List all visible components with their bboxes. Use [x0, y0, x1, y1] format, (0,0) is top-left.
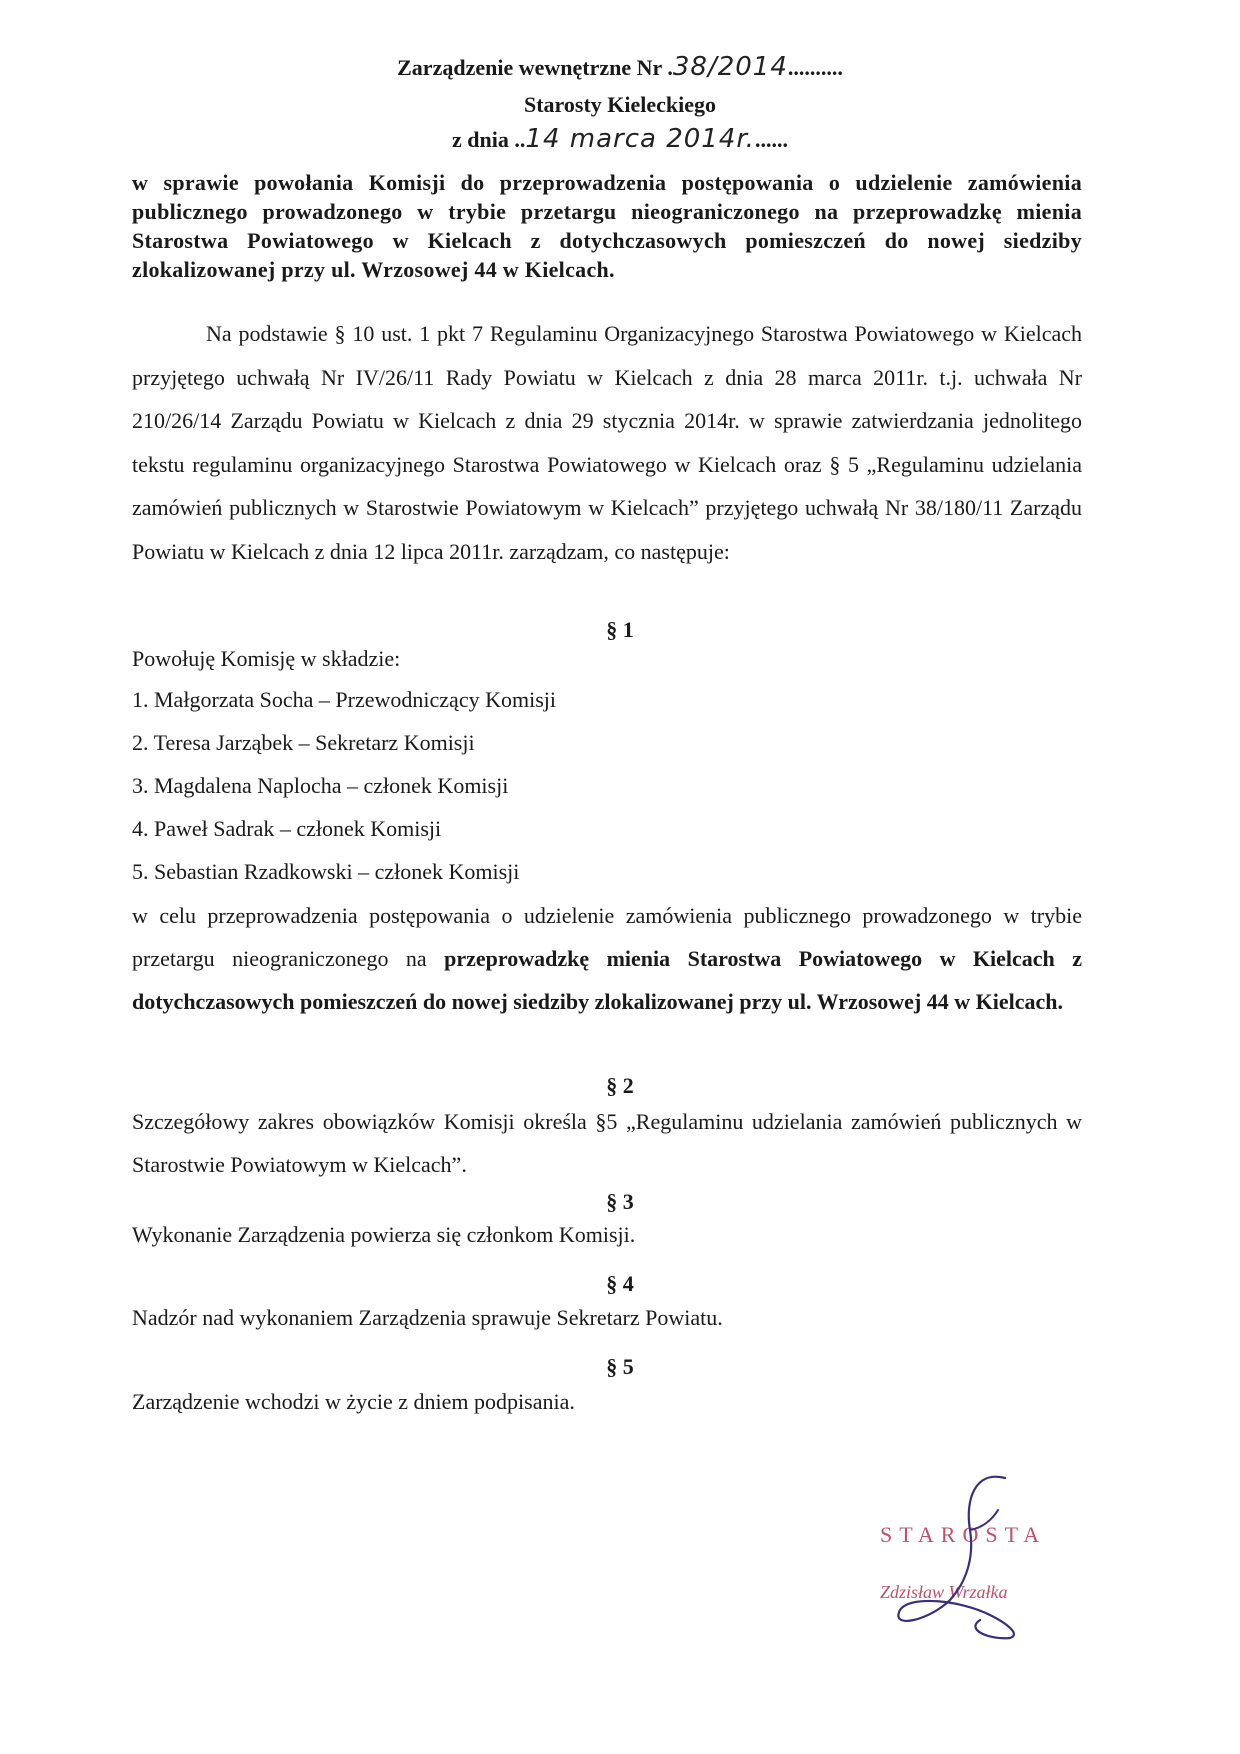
section-5-heading: § 5	[606, 1354, 634, 1379]
title-dots: ..........	[787, 55, 843, 80]
committee-member-list	[132, 678, 556, 893]
stamp-name: Zdzisław Wrzałka	[880, 1582, 1008, 1602]
purpose-plain-text: w celu przeprowadzenia postępowania o udzielenie zamówienia publicznego prowadzonego w trybie przetargu nieograniczonego na	[132, 903, 1082, 971]
section-1-intro: Powołuję Komisję w składzie:	[132, 646, 401, 671]
section-2-heading: § 2	[606, 1073, 634, 1098]
committee-member: 3. Magdalena Naplocha – członek Komisji	[132, 773, 509, 798]
handwritten-date: 14 marca 2014r.	[525, 124, 755, 154]
handwritten-signature	[870, 1470, 1110, 1650]
committee-member: 4. Paweł Sadrak – członek Komisji	[132, 816, 442, 841]
committee-member: 2. Teresa Jarząbek – Sekretarz Komisji	[132, 730, 475, 755]
handwritten-number: 38/2014	[672, 52, 788, 82]
committee-member: 1. Małgorzata Socha – Przewodniczący Komisji	[132, 687, 556, 712]
section-4-text: Nadzór nad wykonaniem Zarządzenia sprawuje Sekretarz Powiatu.	[132, 1305, 723, 1330]
legal-basis-paragraph: Na podstawie § 10 ust. 1 pkt 7 Regulaminu Organizacyjnego Starostwa Powiatowego w Kielcach przyjętego uchwałą Nr IV/26/11 Rady Powiatu w Kielcach z dnia 28 marca 2011r. t.j. uchwała Nr 210/26/14 Zarządu Powiatu w Kielcach z dnia 29 stycznia 2014r. w sprawie zatwierdzania jednolitego tekstu regulaminu organizacyjnego Starostwa Powiatowego w Kielcach oraz § 5 „Regulaminu udzielania zamówień publicznych w Starostwie Powiatowym w Kielcach” przyjętego uchwałą Nr 38/180/11 Zarządu Powiatu w Kielcach z dnia 12 lipca 2011r. zarządzam, co następuje:	[132, 321, 1082, 564]
section-1-purpose	[132, 894, 1082, 1023]
document-subject: w sprawie powołania Komisji do przeprowadzenia postępowania o udzielenie zamówienia publicznego prowadzonego w trybie przetargu nieograniczonego na przeprowadzkę mienia Starostwa Powiatowego w Kielcach z dotychczasowych pomieszczeń do nowej siedziby zlokalizowanej przy ul. Wrzosowej 44 w Kielcach.	[132, 170, 1082, 282]
section-5-text: Zarządzenie wchodzi w życie z dniem podpisania.	[132, 1389, 575, 1414]
official-stamp	[870, 1470, 1110, 1650]
section-4-heading: § 4	[606, 1271, 634, 1296]
date-prefix: z dnia ..	[452, 127, 526, 152]
title-prefix: Zarządzenie wewnętrzne Nr .	[397, 55, 673, 80]
committee-member: 5. Sebastian Rzadkowski – członek Komisji	[132, 859, 520, 884]
section-2-text: Szczegółowy zakres obowiązków Komisji określa §5 „Regulaminu udzielania zamówień publicznych w Starostwie Powiatowym w Kielcach”.	[132, 1109, 1082, 1177]
stamp-title: STAROSTA	[880, 1522, 1047, 1547]
section-3-text: Wykonanie Zarządzenia powierza się członkom Komisji.	[132, 1222, 636, 1247]
section-1-heading: § 1	[606, 617, 634, 642]
document-date	[0, 124, 1240, 154]
date-dots: ......	[754, 127, 788, 152]
section-3-heading: § 3	[606, 1189, 634, 1214]
document-title	[0, 52, 1240, 82]
issuing-authority: Starosty Kieleckiego	[523, 92, 717, 117]
purpose-bold-text: przeprowadzkę mienia Starostwa Powiatowego w Kielcach z dotychczasowych pomieszczeń do nowej siedziby zlokalizowanej przy ul. Wrzosowej 44 w Kielcach.	[132, 946, 1082, 1014]
